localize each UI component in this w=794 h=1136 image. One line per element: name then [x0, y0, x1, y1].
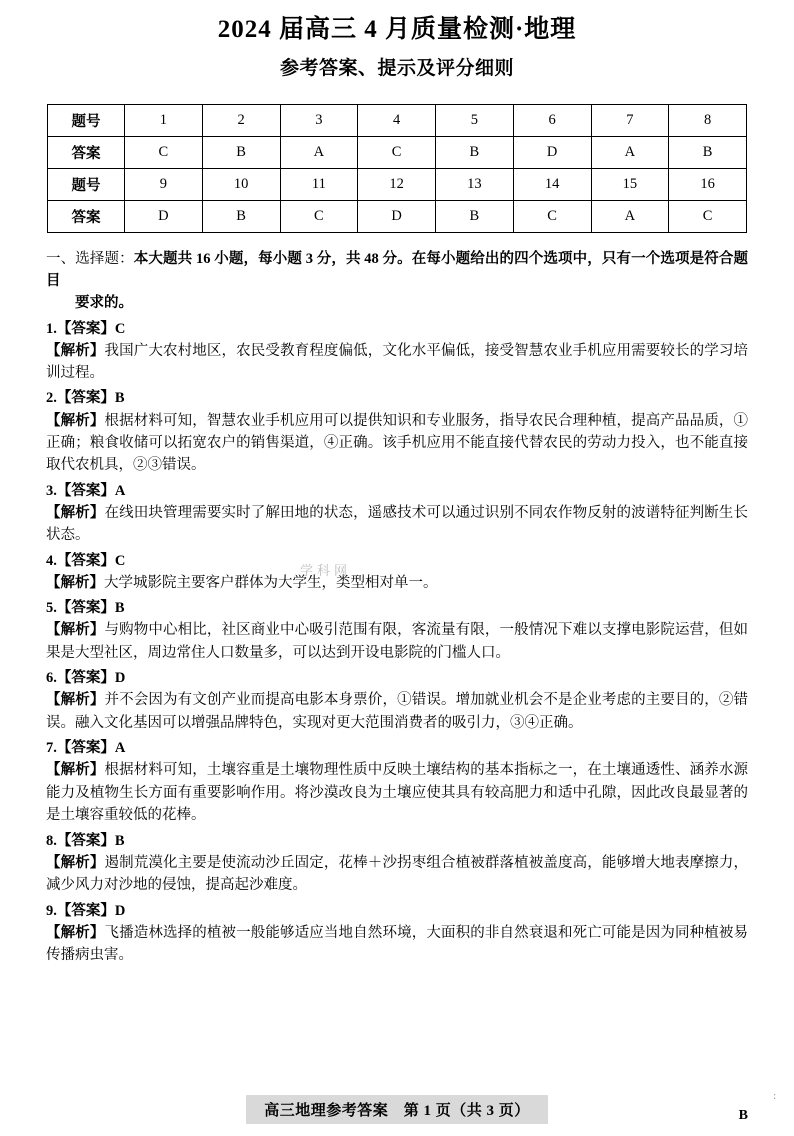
- question-number: 4.: [46, 552, 57, 569]
- explanation-label: 【解析】: [46, 854, 105, 871]
- answer-label: 【答案】: [56, 740, 115, 757]
- row-header-question: 题号: [48, 105, 125, 137]
- question-number: 5.: [46, 600, 57, 617]
- answer-line: [46, 830, 748, 852]
- answer-label: 【答案】: [56, 670, 115, 687]
- explanation-text: 遏制荒漠化主要是使流动沙丘固定，花棒＋沙拐枣组合植被群落植被盖度高，能够增大地表摩擦力，减少风力对沙地的侵蚀，提高起沙难度。: [46, 854, 749, 894]
- answer-value: C: [114, 552, 126, 569]
- question-number-cell: 2: [202, 105, 280, 137]
- answer-label: 【答案】: [56, 482, 115, 499]
- answer-cell: C: [125, 137, 203, 169]
- explanation-text: 并不会因为有文创产业而提高电影本身票价，①错误。增加就业机会不是企业考虑的主要目的，②错误。融入文化基因可以增强品牌特色，实现对更大范围消费者的吸引力，③④正确。: [46, 692, 749, 731]
- question-number-cell: 12: [358, 169, 436, 201]
- list-item: [46, 480, 748, 547]
- question-number: 6.: [46, 670, 57, 687]
- answer-cell: A: [591, 137, 669, 169]
- list-item: [46, 667, 748, 734]
- answer-line: [46, 900, 748, 922]
- explanation-line: [46, 619, 748, 664]
- question-number-cell: 1: [125, 105, 203, 137]
- explanation-line: [46, 922, 748, 967]
- footer-version-mark: B: [738, 1108, 748, 1123]
- question-number-cell: 8: [669, 105, 747, 137]
- list-item: [46, 318, 748, 385]
- answer-value: C: [114, 320, 126, 337]
- answer-line: [46, 667, 748, 689]
- answer-value: D: [114, 902, 126, 919]
- answer-line: [46, 318, 748, 340]
- explanation-line: [46, 340, 748, 385]
- question-number-cell: 9: [125, 169, 203, 201]
- answer-value: B: [114, 832, 125, 849]
- section-heading: [46, 249, 748, 314]
- list-item: [46, 597, 748, 664]
- explanation-line: [46, 759, 748, 826]
- explanation-label: 【解析】: [46, 692, 105, 709]
- question-number-cell: 10: [202, 169, 280, 201]
- question-number-cell: 3: [280, 105, 358, 137]
- explanation-text: 飞播造林选择的植被一般能够适应当地自然环境，大面积的非自然衰退和死亡可能是因为同种植被易传播病虫害。: [46, 924, 749, 964]
- answer-line: [46, 597, 748, 619]
- explanation-text: 大学城影院主要客户群体为大学生，类型相对单一。: [104, 574, 438, 591]
- list-item: [46, 550, 748, 595]
- question-number-cell: 11: [280, 169, 358, 201]
- answer-label: 【答案】: [56, 390, 115, 407]
- answer-line: [46, 550, 748, 572]
- page-footer: [0, 1095, 794, 1124]
- answer-cell: A: [591, 201, 669, 233]
- question-number: 2.: [46, 390, 57, 407]
- table-row: [48, 105, 747, 137]
- section-heading-label: 一、选择题：: [46, 251, 134, 268]
- explanation-label: 【解析】: [46, 574, 104, 591]
- answer-cell: C: [280, 201, 358, 233]
- table-row: [48, 201, 747, 233]
- answer-cell: B: [202, 137, 280, 169]
- answer-cell: B: [202, 201, 280, 233]
- answer-cell: C: [513, 201, 591, 233]
- answer-cell: D: [125, 201, 203, 233]
- answer-value: A: [114, 482, 126, 499]
- table-row: [48, 169, 747, 201]
- answer-cell: B: [436, 137, 514, 169]
- answer-value: B: [114, 600, 125, 617]
- question-number: 9.: [46, 902, 57, 919]
- answer-cell: D: [358, 201, 436, 233]
- question-number-cell: 7: [591, 105, 669, 137]
- explanation-label: 【解析】: [46, 412, 105, 429]
- question-number: 1.: [46, 320, 57, 337]
- answer-key-table: [47, 104, 747, 233]
- list-item: [46, 737, 748, 826]
- row-header-answer: 答案: [48, 201, 125, 233]
- answer-cell: C: [669, 201, 747, 233]
- watermark: 学科网: [300, 563, 352, 578]
- answer-line: [46, 737, 748, 759]
- page-subtitle: 参考答案、提示及评分细则: [279, 58, 514, 80]
- question-number-cell: 6: [513, 105, 591, 137]
- explanation-label: 【解析】: [46, 342, 105, 359]
- explanation-line: [46, 689, 748, 734]
- answer-line: [46, 480, 748, 502]
- explanation-label: 【解析】: [46, 504, 105, 521]
- question-number: 3.: [46, 482, 57, 499]
- question-number: 7.: [46, 740, 57, 757]
- explanation-text: 根据材料可知，智慧农业手机应用可以提供知识和专业服务，指导农民合理种植，提高产品品质，①正确；粮食收储可以拓宽农户的销售渠道，④正确。该手机应用不能直接代替农民的劳动力投入，也不能直接取代农机具，②③错误。: [46, 412, 749, 474]
- page-title: 2024 届高三 4 月质量检测·地理: [217, 16, 577, 43]
- answer-line: [46, 387, 748, 409]
- explanation-text: 我国广大农村地区，农民受教育程度偏低，文化水平偏低，接受智慧农业手机应用需要较长的学习培训过程。: [46, 342, 749, 381]
- explanation-line: [46, 502, 748, 547]
- list-item: [46, 830, 748, 897]
- list-item: [46, 387, 748, 476]
- answer-label: 【答案】: [56, 552, 115, 569]
- answer-value: D: [114, 670, 126, 687]
- answer-cell: C: [358, 137, 436, 169]
- question-number-cell: 13: [436, 169, 514, 201]
- explanation-text: 与购物中心相比，社区商业中心吸引范围有限，客流量有限，一般情况下难以支撑电影院运营，但如果是大型社区，周边常住人口数量多，可以达到开设电影院的门槛人口。: [46, 622, 749, 661]
- explanation-label: 【解析】: [46, 762, 105, 779]
- answer-value: A: [114, 740, 126, 757]
- explanation-line: [46, 572, 748, 594]
- answer-cell: D: [513, 137, 591, 169]
- question-number: 8.: [46, 832, 57, 849]
- question-number-cell: 15: [591, 169, 669, 201]
- explanation-label: 【解析】: [46, 924, 105, 941]
- answer-label: 【答案】: [56, 600, 115, 617]
- answer-cell: B: [669, 137, 747, 169]
- row-header-question: 题号: [48, 169, 125, 201]
- table-row: [48, 137, 747, 169]
- answer-sheet-page: [0, 14, 794, 1136]
- answer-value: B: [114, 390, 125, 407]
- explanation-line: [46, 852, 748, 897]
- row-header-answer: 答案: [48, 137, 125, 169]
- explanation-label: 【解析】: [46, 622, 105, 639]
- section-heading-text-2: 要求的。: [75, 294, 133, 311]
- scan-artifact: :: [773, 1091, 776, 1102]
- explanation-line: [46, 410, 748, 477]
- explanation-text: 在线田块管理需要实时了解田地的状态，遥感技术可以通过识别不同农作物反射的波谱特征判断生长状态。: [46, 504, 749, 544]
- answer-cell: A: [280, 137, 358, 169]
- explanation-text: 根据材料可知，土壤容重是土壤物理性质中反映土壤结构的基本指标之一，在土壤通透性、涵养水源能力及植物生长方面有重要影响作用。将沙漠改良为土壤应使其具有较高肥力和适中孔隙，因此改良最显著的是土壤容重较低的花棒。: [46, 762, 749, 824]
- question-number-cell: 14: [513, 169, 591, 201]
- answer-cell: B: [436, 201, 514, 233]
- answer-label: 【答案】: [56, 902, 115, 919]
- question-number-cell: 5: [436, 105, 514, 137]
- section-heading-text: 本大题共 16 小题，每小题 3 分，共 48 分。在每小题给出的四个选项中，只有一个选项是符合题目: [46, 251, 748, 289]
- answer-label: 【答案】: [56, 320, 115, 337]
- footer-band: 高三地理参考答案 第 1 页（共 3 页）: [246, 1095, 548, 1124]
- list-item: [46, 900, 748, 967]
- answer-label: 【答案】: [56, 832, 115, 849]
- question-number-cell: 16: [669, 169, 747, 201]
- question-number-cell: 4: [358, 105, 436, 137]
